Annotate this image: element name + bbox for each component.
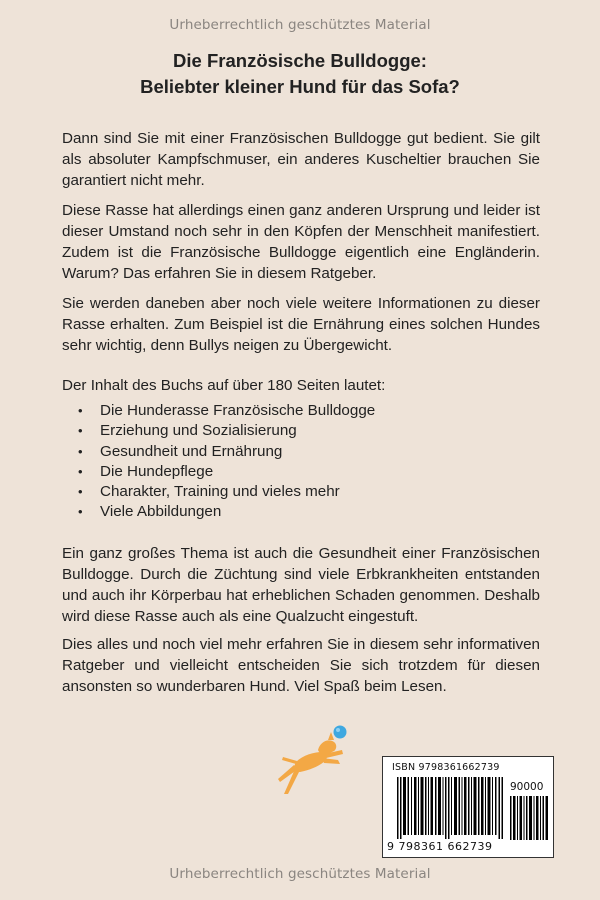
addon-barcode-bars — [510, 796, 548, 840]
paragraph-closing: Dies alles und noch viel mehr erfahren Sie in diesem sehr informativen Ratgeber und vielleicht entscheiden Sie sich trotzdem für diesen ansonsten so wunderbaren Hund. Viel Spaß beim Lesen. — [62, 636, 540, 695]
list-item — [78, 482, 375, 502]
title-line-2: Beliebter kleiner Hund für das Sofa? — [140, 76, 460, 97]
bullet-icon: • — [78, 484, 83, 500]
list-item-label: Die Hunderasse Französische Bulldogge — [100, 402, 376, 419]
list-item — [78, 442, 375, 462]
list-item — [78, 401, 375, 421]
bullet-icon: • — [78, 463, 83, 479]
list-item-label: Viele Abbildungen — [100, 503, 222, 521]
list-item — [78, 502, 375, 522]
title-line-1: Die Französische Bulldogge: — [173, 50, 427, 71]
watermark-top: Urheberrechtlich geschütztes Material — [169, 17, 431, 33]
paragraph-nutrition: Sie werden daneben aber noch viele weitere Informationen zu dieser Rasse erhalten. Zum Beispiel ist die Ernährung eines solchen Hundes sehr wichtig, denn Bullys neigen zu Übergewicht. — [62, 295, 540, 354]
paragraph-intro: Dann sind Sie mit einer Französischen Bulldogge gut bedient. Sie gilt als absoluter Kampfschmuser, ein anderes Kuscheltier brauchen Sie garantiert nicht mehr. — [62, 130, 540, 189]
ball-icon — [334, 726, 347, 739]
watermark-bottom: Urheberrechtlich geschütztes Material — [169, 866, 431, 882]
list-item — [78, 421, 375, 441]
list-item — [78, 462, 375, 482]
bullet-icon: • — [78, 403, 83, 418]
bullet-icon: • — [78, 423, 83, 439]
bullet-icon: • — [78, 443, 83, 459]
paragraph-origin: Diese Rasse hat allerdings einen ganz anderen Ursprung und leider ist dieser Umstand noch sehr in den Köpfen der Menschheit manifestiert. Zudem ist die Französische Bulldogge eigentlich eine Engländerin. Warum? Das erfahren Sie in diesem Ratgeber. — [62, 202, 540, 282]
ean-barcode-bars — [397, 777, 505, 839]
bullet-icon: • — [78, 504, 83, 520]
paragraph-health: Ein ganz großes Thema ist auch die Gesundheit einer Französischen Bulldogge. Durch die Züchtung sind viele Erbkrankheiten entstanden und auch ihr Körperbau hat erheblichen Schaden genommen. Deshalb wird diese Rasse auch als eine Qualzucht eingestuft. — [62, 545, 540, 625]
list-item-label: Gesundheit und Ernährung — [100, 442, 283, 460]
list-item-label: Erziehung und Sozialisierung — [100, 422, 297, 440]
contents-intro: Der Inhalt des Buchs auf über 180 Seiten lautet: — [62, 377, 386, 394]
ean-number: 9 798361 662739 — [387, 840, 493, 853]
isbn-label: ISBN 9798361662739 — [392, 762, 500, 773]
contents-list — [78, 401, 375, 523]
addon-number: 90000 — [510, 781, 544, 793]
list-item-label: Charakter, Training und vieles mehr — [100, 483, 340, 501]
list-item-label: Die Hundepflege — [100, 462, 214, 480]
page-title — [0, 48, 600, 100]
dog-silhouette-icon — [278, 732, 343, 794]
barcode — [382, 756, 554, 858]
jumping-dog-with-ball-icon — [258, 722, 358, 802]
